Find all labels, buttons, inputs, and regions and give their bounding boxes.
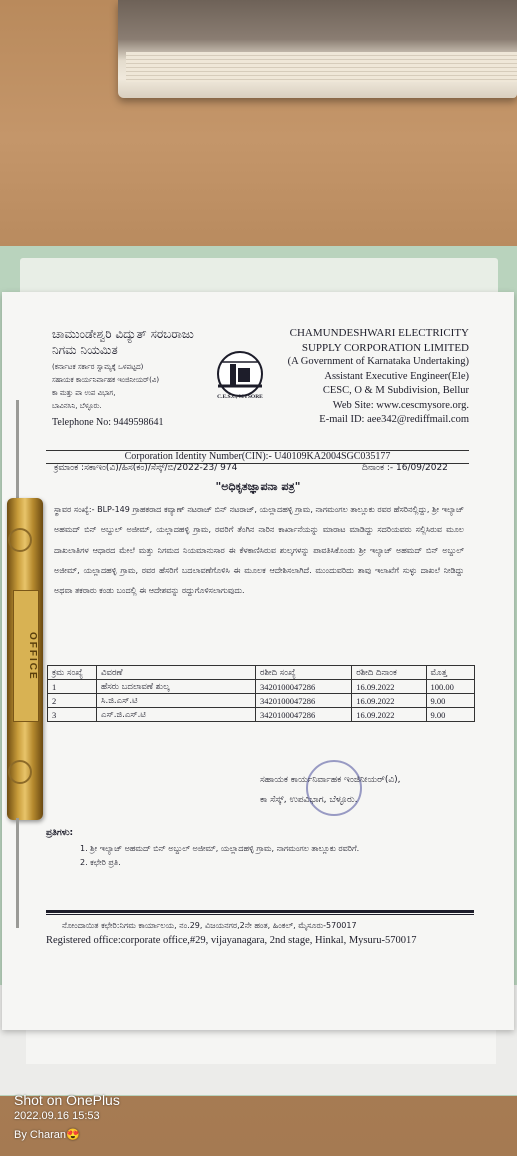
kn-company-line1: ಚಾಮುಂಡೇಶ್ವರಿ ವಿದ್ಯುತ್ ಸರಬರಾಜು bbox=[52, 327, 194, 341]
table-row bbox=[48, 694, 475, 708]
watermark-timestamp: 2022.09.16 15:53 bbox=[14, 1110, 100, 1122]
letterhead-kannada bbox=[52, 326, 194, 429]
table-cell: ಎಸ್.ಜಿ.ಎಸ್.ಟಿ bbox=[97, 708, 256, 722]
letterhead-english bbox=[288, 326, 469, 428]
signature-line2: ಕಾ ಸೆಸ್ಕ್, ಉಪವಿಭಾಗ, ಬೆಳ್ಳೂರು. bbox=[260, 795, 358, 805]
table-cell: 3 bbox=[48, 708, 97, 722]
table-cell: 1 bbox=[48, 680, 97, 694]
kn-sub1: (ಕರ್ನಾಟಕ ಸರ್ಕಾರ ಸ್ವಾಮ್ಯಕ್ಕೆ ಒಳಪಟ್ಟದ) bbox=[52, 363, 144, 371]
table-cell: 3420100047286 bbox=[256, 694, 352, 708]
en-company-line2: SUPPLY CORPORATION LIMITED bbox=[301, 341, 469, 354]
table-cell: 2 bbox=[48, 694, 97, 708]
list-item: 2. ಕಛೇರಿ ಪ್ರತಿ. bbox=[80, 858, 121, 867]
table-cell: ಸಿ.ಜಿ.ಎಸ್.ಟಿ bbox=[97, 694, 256, 708]
website: Web Site: www.cescmysore.org. bbox=[332, 399, 469, 411]
copies-list bbox=[80, 842, 460, 870]
table-header: ವಿವರಣೆ bbox=[97, 666, 256, 680]
cesc-logo bbox=[208, 350, 272, 402]
reference-number: ಕ್ರಮಾಂಕ :ಸಕಾಇಂ(ವಿ)/ಹಿಸ(ಕಂ)/ಸೆಸ್ಕ್/ಬಿ/2022-23/ 974 bbox=[54, 463, 238, 473]
logo-caption: C.E.S.C, MYSORE bbox=[217, 394, 263, 400]
kn-sub2: ಸಹಾಯಕ ಕಾರ್ಯನಿರ್ವಾಹಕ ಇಂಜಿನೀಯರ್(ವಿ) bbox=[52, 376, 160, 384]
table-cell: 16.09.2022 bbox=[352, 708, 426, 722]
body-paragraph: ಸ್ಥಾವರ ಸಂಖ್ಯೆ:- BLP-149 ಗ್ರಾಹಕರಾದ ಕವ್ಯಾಣ್ ನಟರಾಜ್ ಬಿನ್ ನಟರಾಜ್, ಯಲ್ಲಾದಹಳ್ಳಿ ಗ್ರಾಮ, ನಾಗಮಂಗಲ ತಾಲ್ಲೂಕು ರವರ ಹೆಸರಿನಲ್ಲಿದ್ದು, ಶ್ರೀ ಇಲ್ಯಾಜ್ ಅಹಮದ್ ಬಿನ್ ಅಬ್ದುಲ್ ಅಜೀಮ್, ಯಲ್ಲಾದಹಳ್ಳಿ ಗ್ರಾಮ, ರವರಿಗೆ ತೆಂಗಿನ ನಾರಿನ ಕಾರ್ಖಾನೆಯನ್ನು ಮಾರಾಟ ಮಾಡಿದ್ದು ಸದರಿಯವರು ಸಲ್ಲಿಸಿರುವ ಮೂಲ ದಾಖಲಾತಿಗಳ ಆಧಾರದ ಮೇಲೆ ಮತ್ತು ನಿಗಮದ ನಿಯಮಾನುಸಾರ ಈ ಕೆಳಕಾಣಿಸಿರುವ ಶುಲ್ಕಗಳನ್ನು ಪಾವತಿಸಿಕೊಂಡು ಶ್ರೀ ಇಲ್ಯಾಜ್ ಅಹಮದ್ ಬಿನ್ ಅಬ್ದುಲ್ ಅಜೀಮ್, ಯಲ್ಲಾದಹಳ್ಳಿ ಗ್ರಾಮ, ರವರ ಹೆಸರಿಗೆ ಬದಲಾವಣೆಗೊಳಿಸಿ ಈ ಮೂಲಕ ಆದೇಶಿಸಲಾಗಿದೆ. ಮುಂದುವರಿದು ತಾವು ಇಲಾಖೆಗೆ ಸುಳ್ಳು ದಾಖಲೆ ನೀಡಿದ್ದು ಅಥವಾ ತಕರಾರು ಕಂಡು ಬಂದಲ್ಲಿ ಈ ಆದೇಶವನ್ನು ರದ್ದುಗೊಳಿಸಲಾಗುವುದು. bbox=[54, 505, 464, 596]
en-company-line1: CHAMUNDESHWARI ELECTRICITY bbox=[289, 327, 469, 339]
table-cell: 100.00 bbox=[426, 680, 475, 694]
book-on-table bbox=[118, 0, 517, 98]
watermark-brand: Shot on OnePlus bbox=[14, 1092, 120, 1108]
table-cell: 9.00 bbox=[426, 694, 475, 708]
table-header: ಕ್ರಮ ಸಂಖ್ಯೆ bbox=[48, 666, 97, 680]
signature-line1: ಸಹಾಯಕ ಕಾರ್ಯನಿರ್ವಾಹಕ ಇಂಜಿನೀಯರ್(ವಿ), bbox=[260, 775, 401, 785]
en-sub1: (A Government of Karnataka Undertaking) bbox=[287, 356, 469, 367]
table-cell: ಹೆಸರು ಬದಲಾವಣೆ ಶುಲ್ಕ bbox=[97, 680, 256, 694]
footer-divider bbox=[46, 910, 474, 913]
clip-ring-top bbox=[8, 528, 32, 552]
fees-table bbox=[47, 665, 475, 722]
email: E-mail ID: aee342@rediffmail.com bbox=[319, 414, 469, 425]
file-tag-wire-bottom bbox=[16, 818, 19, 928]
footer-english: Registered office:corporate office,#29, vijayanagara, 2nd stage, Hinkal, Mysuru-570017 bbox=[46, 935, 417, 946]
signature-block bbox=[260, 770, 401, 810]
reference-date: ದಿನಾಂಕ :- 16/09/2022 bbox=[362, 463, 448, 473]
table-cell: 9.00 bbox=[426, 708, 475, 722]
table-header: ರಶೀದಿ ದಿನಾಂಕ bbox=[352, 666, 426, 680]
table-cell: 16.09.2022 bbox=[352, 680, 426, 694]
table-header: ಮೊತ್ತ bbox=[426, 666, 475, 680]
letter-paper bbox=[2, 292, 514, 1030]
table-header: ರಶೀದಿ ಸಂಖ್ಯೆ bbox=[256, 666, 352, 680]
footer-divider-thin bbox=[46, 914, 474, 915]
en-sub2: Assistant Executive Engineer(Ele) bbox=[324, 370, 469, 382]
kn-sub3: ಕಾ ಮತ್ತು ಪಾ ಉಪ ವಿಭಾಗ, bbox=[52, 389, 116, 397]
table-row bbox=[48, 708, 475, 722]
footer-kannada: ನೋಂದಾಯಿತ ಕಛೇರಿ:ನಿಗಮ ಕಾರ್ಯಾಲಯ, ನಂ.29, ವಿಜಯನಗರ,2ನೇ ಹಂತ, ಹಿಂಕಲ್, ಮೈಸೂರು-570017 bbox=[62, 921, 357, 930]
en-sub3: CESC, O & M Subdivision, Bellur bbox=[322, 385, 469, 396]
kn-company-line2: ನಿಗಮ ನಿಯಮಿತ bbox=[52, 343, 118, 357]
document-title: "ಅಧಿಕೃತಜ್ಞಾಪನಾ ಪತ್ರ" bbox=[215, 480, 301, 493]
table-row bbox=[48, 680, 475, 694]
clip-label: OFFICE bbox=[13, 590, 39, 722]
file-tag-wire-top bbox=[16, 400, 19, 500]
telephone: Telephone No: 9449598641 bbox=[52, 417, 164, 428]
table-cell: 3420100047286 bbox=[256, 708, 352, 722]
kn-sub4: ಬಾವಿನಸಿನಿ, ಬೆಳ್ಳೂರು. bbox=[52, 402, 102, 410]
watermark-author: By Charan😍 bbox=[14, 1129, 80, 1141]
table-cell: 16.09.2022 bbox=[352, 694, 426, 708]
copies-heading: ಪ್ರತಿಗಳು: bbox=[46, 828, 74, 838]
clip-ring-bottom bbox=[8, 760, 32, 784]
list-item: 1. ಶ್ರೀ ಇಲ್ಯಾಜ್ ಅಹಮದ್ ಬಿನ್ ಅಬ್ದುಲ್ ಅಜೀಮ್, ಯಲ್ಲಾದಹಳ್ಳಿ ಗ್ರಾಮ, ನಾಗಮಂಗಲ ತಾಲ್ಲೂಕು ರವರಿಗೆ. bbox=[80, 844, 360, 853]
cin-line: Corporation Identity Number(CIN):- U40109KA2004SGC035177 bbox=[46, 450, 469, 464]
table-cell: 3420100047286 bbox=[256, 680, 352, 694]
table-header-row bbox=[48, 666, 475, 680]
